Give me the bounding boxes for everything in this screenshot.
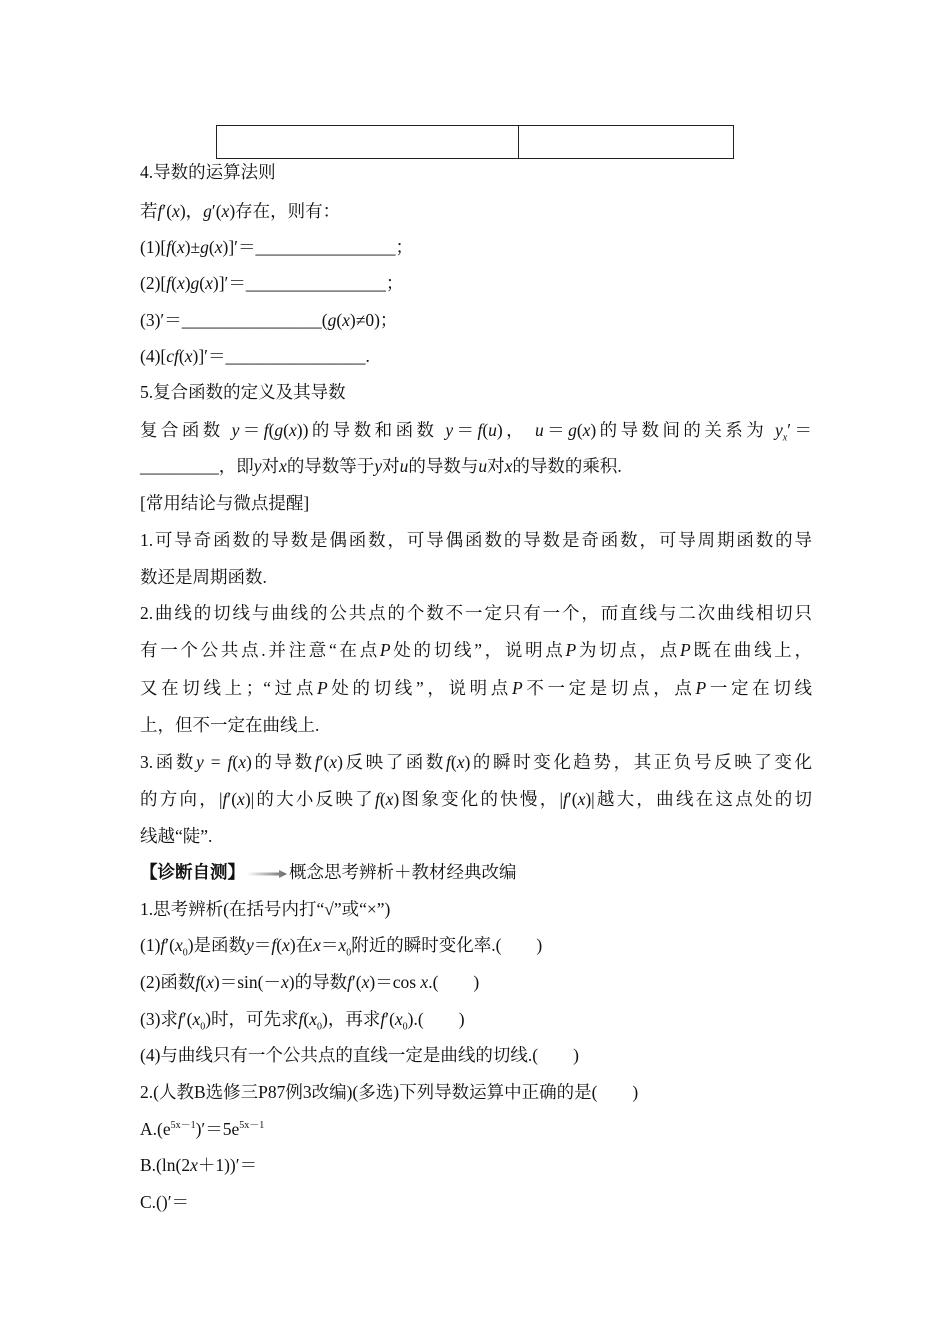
section-4-intro: 若f′(x)，g′(x)存在，则有： <box>140 201 341 221</box>
option-a: $A.(e^{5x-1})'=5e^{5x-1}$ <box>140 1119 265 1139</box>
diagnosis-subtitle: 概念思考辨析＋教材经典改编 <box>289 862 517 882</box>
rule-3: (3)′＝________________(g(x)≠0)； <box>140 310 398 330</box>
section-5-heading: 5.复合函数的定义及其导数 <box>140 382 346 402</box>
option-c: C.()′＝ <box>140 1192 190 1212</box>
table-fragment <box>216 125 734 159</box>
note-3-line-3: 线越“陡”. <box>140 826 213 846</box>
note-3-line-1: 3.函数y = f(x)的导数f′(x)反映了函数f(x)的瞬时变化趋势，其正负号反映了变化 <box>140 752 813 772</box>
note-1-line-2: 数还是周期函数. <box>140 567 267 587</box>
question-1: 1.思考辨析(在括号内打“√”或“×”) <box>140 899 391 919</box>
diagnosis-header <box>140 860 517 884</box>
question-1-4: (4)与曲线只有一个公共点的直线一定是曲线的切线.( ) <box>140 1045 579 1065</box>
note-3-line-2: 的方向，|f′(x)|的大小反映了f(x)图象变化的快慢，|f′(x)|越大，曲线在这点处的切 <box>140 789 812 809</box>
note-2-line-2: 有一个公共点.并注意“在点P处的切线”，说明点P为切点，点P既在曲线上， <box>140 640 812 660</box>
note-2-line-3: 又在切线上；“过点P处的切线”，说明点P不一定是切点，点P一定在切线 <box>140 678 812 698</box>
note-2-line-1: 2.曲线的切线与曲线的公共点的个数不一定只有一个，而直线与二次曲线相切只 <box>140 603 812 623</box>
question-1-3: (3)求$f'(x_0)$时，可先求$f(x_0)$，再求$f'(x_0)$.( ) <box>140 1009 465 1033</box>
section-5-line-1: 复合函数 y＝f(g(x))的导数和函数 y＝f(u)， u＝g(x)的导数间的关系为 $y_x'=$ <box>140 420 812 444</box>
arrow-icon <box>247 869 287 879</box>
rule-2: (2)[f(x)g(x)]′＝________________； <box>140 273 404 293</box>
question-2: 2.(人教B选修三P87例3改编)(多选)下列导数运算中正确的是( ) <box>140 1082 639 1102</box>
section-5-line-2: _________，即y对x的导数等于y对u的导数与u对x的导数的乘积. <box>140 456 622 476</box>
section-4-heading: 4.导数的运算法则 <box>140 162 276 182</box>
option-b: B.(ln(2x＋1))′＝ <box>140 1155 258 1175</box>
note-1-line-1: 1.可导奇函数的导数是偶函数，可导偶函数的导数是奇函数，可导周期函数的导 <box>140 530 812 550</box>
notes-heading: [常用结论与微点提醒] <box>140 493 310 513</box>
diagnosis-title: 【诊断自测】 <box>140 862 245 882</box>
question-1-2: (2)函数f(x)＝sin(－x)的导数f′(x)＝cos x.( ) <box>140 972 480 992</box>
note-2-line-4: 上，但不一定在曲线上. <box>140 715 320 735</box>
rule-1: (1)[f(x)±g(x)]′＝________________； <box>140 237 413 257</box>
question-1-1: $(1)f'(x_0)$是函数y＝f(x)在$x=x_0$附近的瞬时变化率.( ) <box>140 935 543 959</box>
table-divider <box>518 126 519 158</box>
rule-4: (4)[cf(x)]′＝________________. <box>140 346 370 366</box>
